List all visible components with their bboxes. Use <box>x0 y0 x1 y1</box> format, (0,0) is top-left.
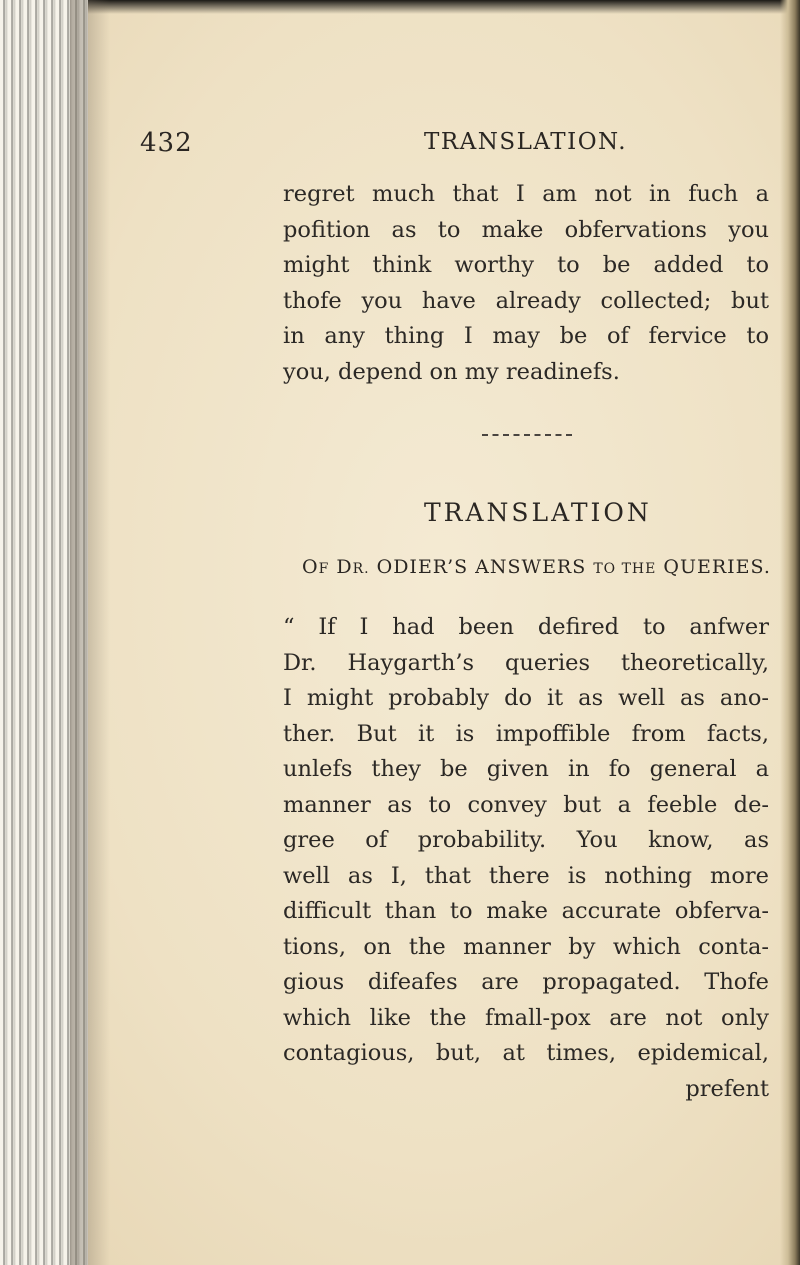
running-head <box>140 128 648 168</box>
subtitle-dr-initial: D <box>336 556 353 578</box>
section-title: TRANSLATION <box>424 498 652 527</box>
text-line: tions, on the manner by which conta- <box>283 933 769 960</box>
text-line: difficult than to make accurate obferva- <box>283 898 769 924</box>
subtitle-queries: QUERIES. <box>663 556 771 578</box>
text-line: you, depend on my readinefs. <box>283 358 620 385</box>
subtitle-of-initial: O <box>302 556 319 578</box>
text-line: I might probably do it as well as ano- <box>283 685 769 711</box>
subtitle-main: ODIER’S ANSWERS <box>376 556 587 578</box>
text-line: thofe you have already collected; but <box>283 287 769 314</box>
page-number: 432 <box>140 128 193 158</box>
catchword: prefent <box>685 1075 769 1102</box>
text-line: manner as to convey but a feeble de- <box>283 791 769 818</box>
text-line: pofition as to make obfervations you <box>283 216 769 243</box>
gutter-shadow <box>70 0 110 1265</box>
paragraph-2 <box>283 610 769 1107</box>
text-line: ther. But it is impoffible from facts, <box>283 720 769 747</box>
paragraph-1 <box>283 177 769 390</box>
subtitle-of-rest: F <box>318 561 330 577</box>
text-line: gree of probability. You know, as <box>283 827 769 853</box>
text-line: might think worthy to be added to <box>283 252 769 278</box>
text-line: in any thing I may be of fervice to <box>283 323 769 349</box>
running-title: TRANSLATION. <box>424 129 628 155</box>
text-line: “ If I had been defired to anfwer <box>283 614 769 640</box>
text-line: well as I, that there is nothing more <box>283 862 769 889</box>
subtitle-to-the: TO THE <box>593 561 657 577</box>
top-shadow <box>0 0 800 14</box>
text-line: which like the fmall-pox are not only <box>283 1004 769 1031</box>
text-line: Dr. Haygarth’s queries theoretically, <box>283 649 769 676</box>
subtitle-dr-rest: R. <box>352 561 370 577</box>
section-subtitle <box>302 556 771 578</box>
right-page-edge <box>780 0 800 1265</box>
text-line: gious difeafes are propagated. Thofe <box>283 969 769 995</box>
text-line: unlefs they be given in fo general a <box>283 756 769 782</box>
text-line: contagious, but, at times, epidemical, <box>283 1040 769 1066</box>
section-divider <box>482 434 572 436</box>
text-line: regret much that I am not in fuch a <box>283 181 769 207</box>
